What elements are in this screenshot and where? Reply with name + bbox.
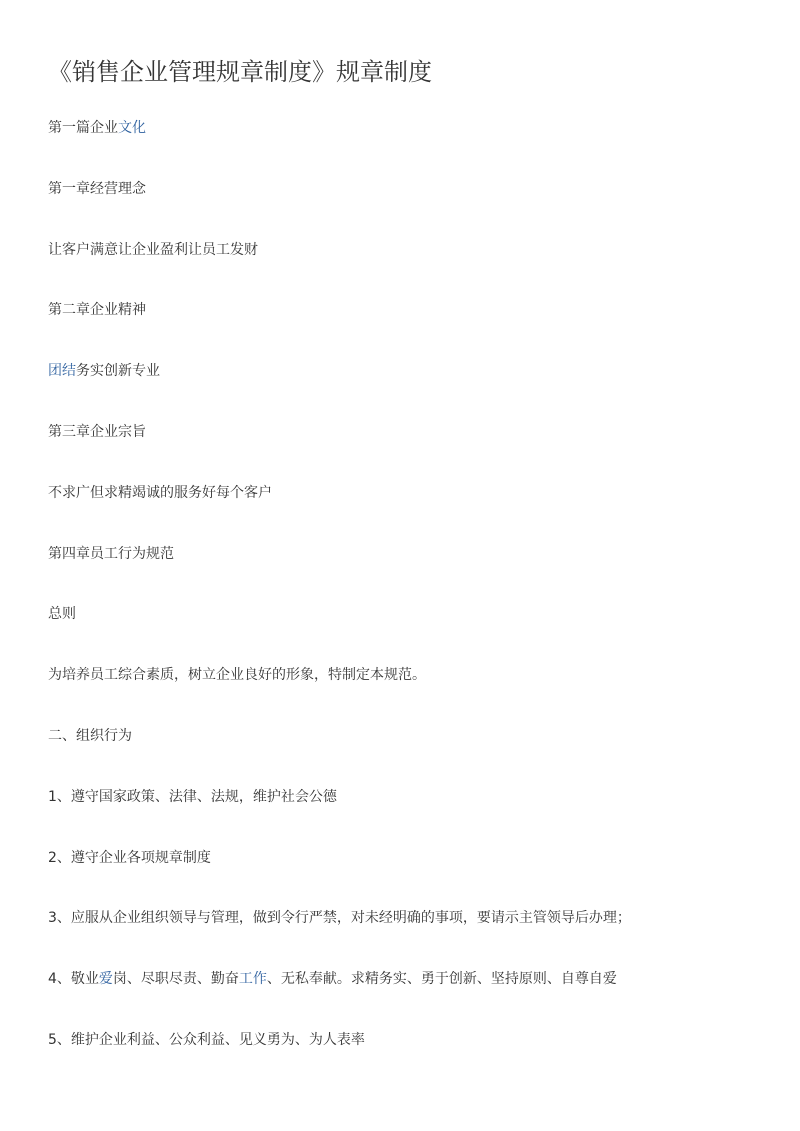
inline-link[interactable]: 团结: [48, 363, 76, 380]
paragraph: [48, 969, 617, 989]
paragraph-text: 为培养员工综合素质，树立企业良好的形象，特制定本规范。: [48, 667, 426, 684]
paragraph-text: 1、遵守国家政策、法律、法规，维护社会公德: [48, 788, 337, 805]
paragraph-text: 5、维护企业利益、公众利益、见义勇为、为人表率: [48, 1032, 365, 1048]
paragraph: [48, 908, 631, 928]
paragraph: [48, 179, 146, 199]
paragraph-text: 不求广但求精竭诚的服务好每个客户: [48, 484, 272, 501]
paragraph-text: 3、应服从企业组织领导与管理，做到令行严禁，对未经明确的事项，要请示主管领导后办理；: [48, 910, 631, 927]
paragraph: [48, 544, 174, 564]
inline-link[interactable]: 爱: [98, 971, 113, 988]
paragraph-text: 4、敬业: [48, 971, 99, 988]
paragraph: [48, 240, 258, 260]
paragraph-text: 第四章员工行为规范: [48, 545, 174, 562]
paragraph: [48, 726, 132, 746]
paragraph-text: 岗、尽职尽责、勤奋: [112, 971, 239, 988]
paragraph: [48, 787, 337, 807]
paragraph: [48, 361, 160, 381]
paragraph-text: 第三章企业宗旨: [48, 424, 146, 440]
paragraph-text: 让客户满意让企业盈利让员工发财: [48, 241, 258, 258]
paragraph: [48, 848, 211, 868]
paragraph: [48, 300, 146, 320]
paragraph-text: 第一篇企业: [48, 120, 118, 136]
paragraph: [48, 422, 146, 442]
paragraph-text: 第一章经营理念: [48, 180, 146, 197]
paragraph: [48, 118, 146, 138]
paragraph: [48, 665, 426, 685]
paragraph-text: 2、遵守企业各项规章制度: [48, 849, 211, 866]
paragraph-text: 务实创新专业: [76, 363, 160, 380]
document-title: 《销售企业管理规章制度》规章制度: [48, 58, 432, 86]
paragraph: [48, 483, 272, 503]
paragraph: [48, 1030, 365, 1050]
inline-link[interactable]: 文化: [118, 120, 146, 136]
paragraph-text: 、无私奉献。求精务实、勇于创新、坚持原则、自尊自爱: [266, 971, 617, 988]
paragraph-text: 第二章企业精神: [48, 302, 146, 319]
paragraph-text: 总则: [48, 606, 76, 623]
paragraph-text: 二、组织行为: [48, 728, 132, 744]
paragraph: [48, 604, 76, 624]
inline-link[interactable]: 工作: [238, 971, 267, 988]
